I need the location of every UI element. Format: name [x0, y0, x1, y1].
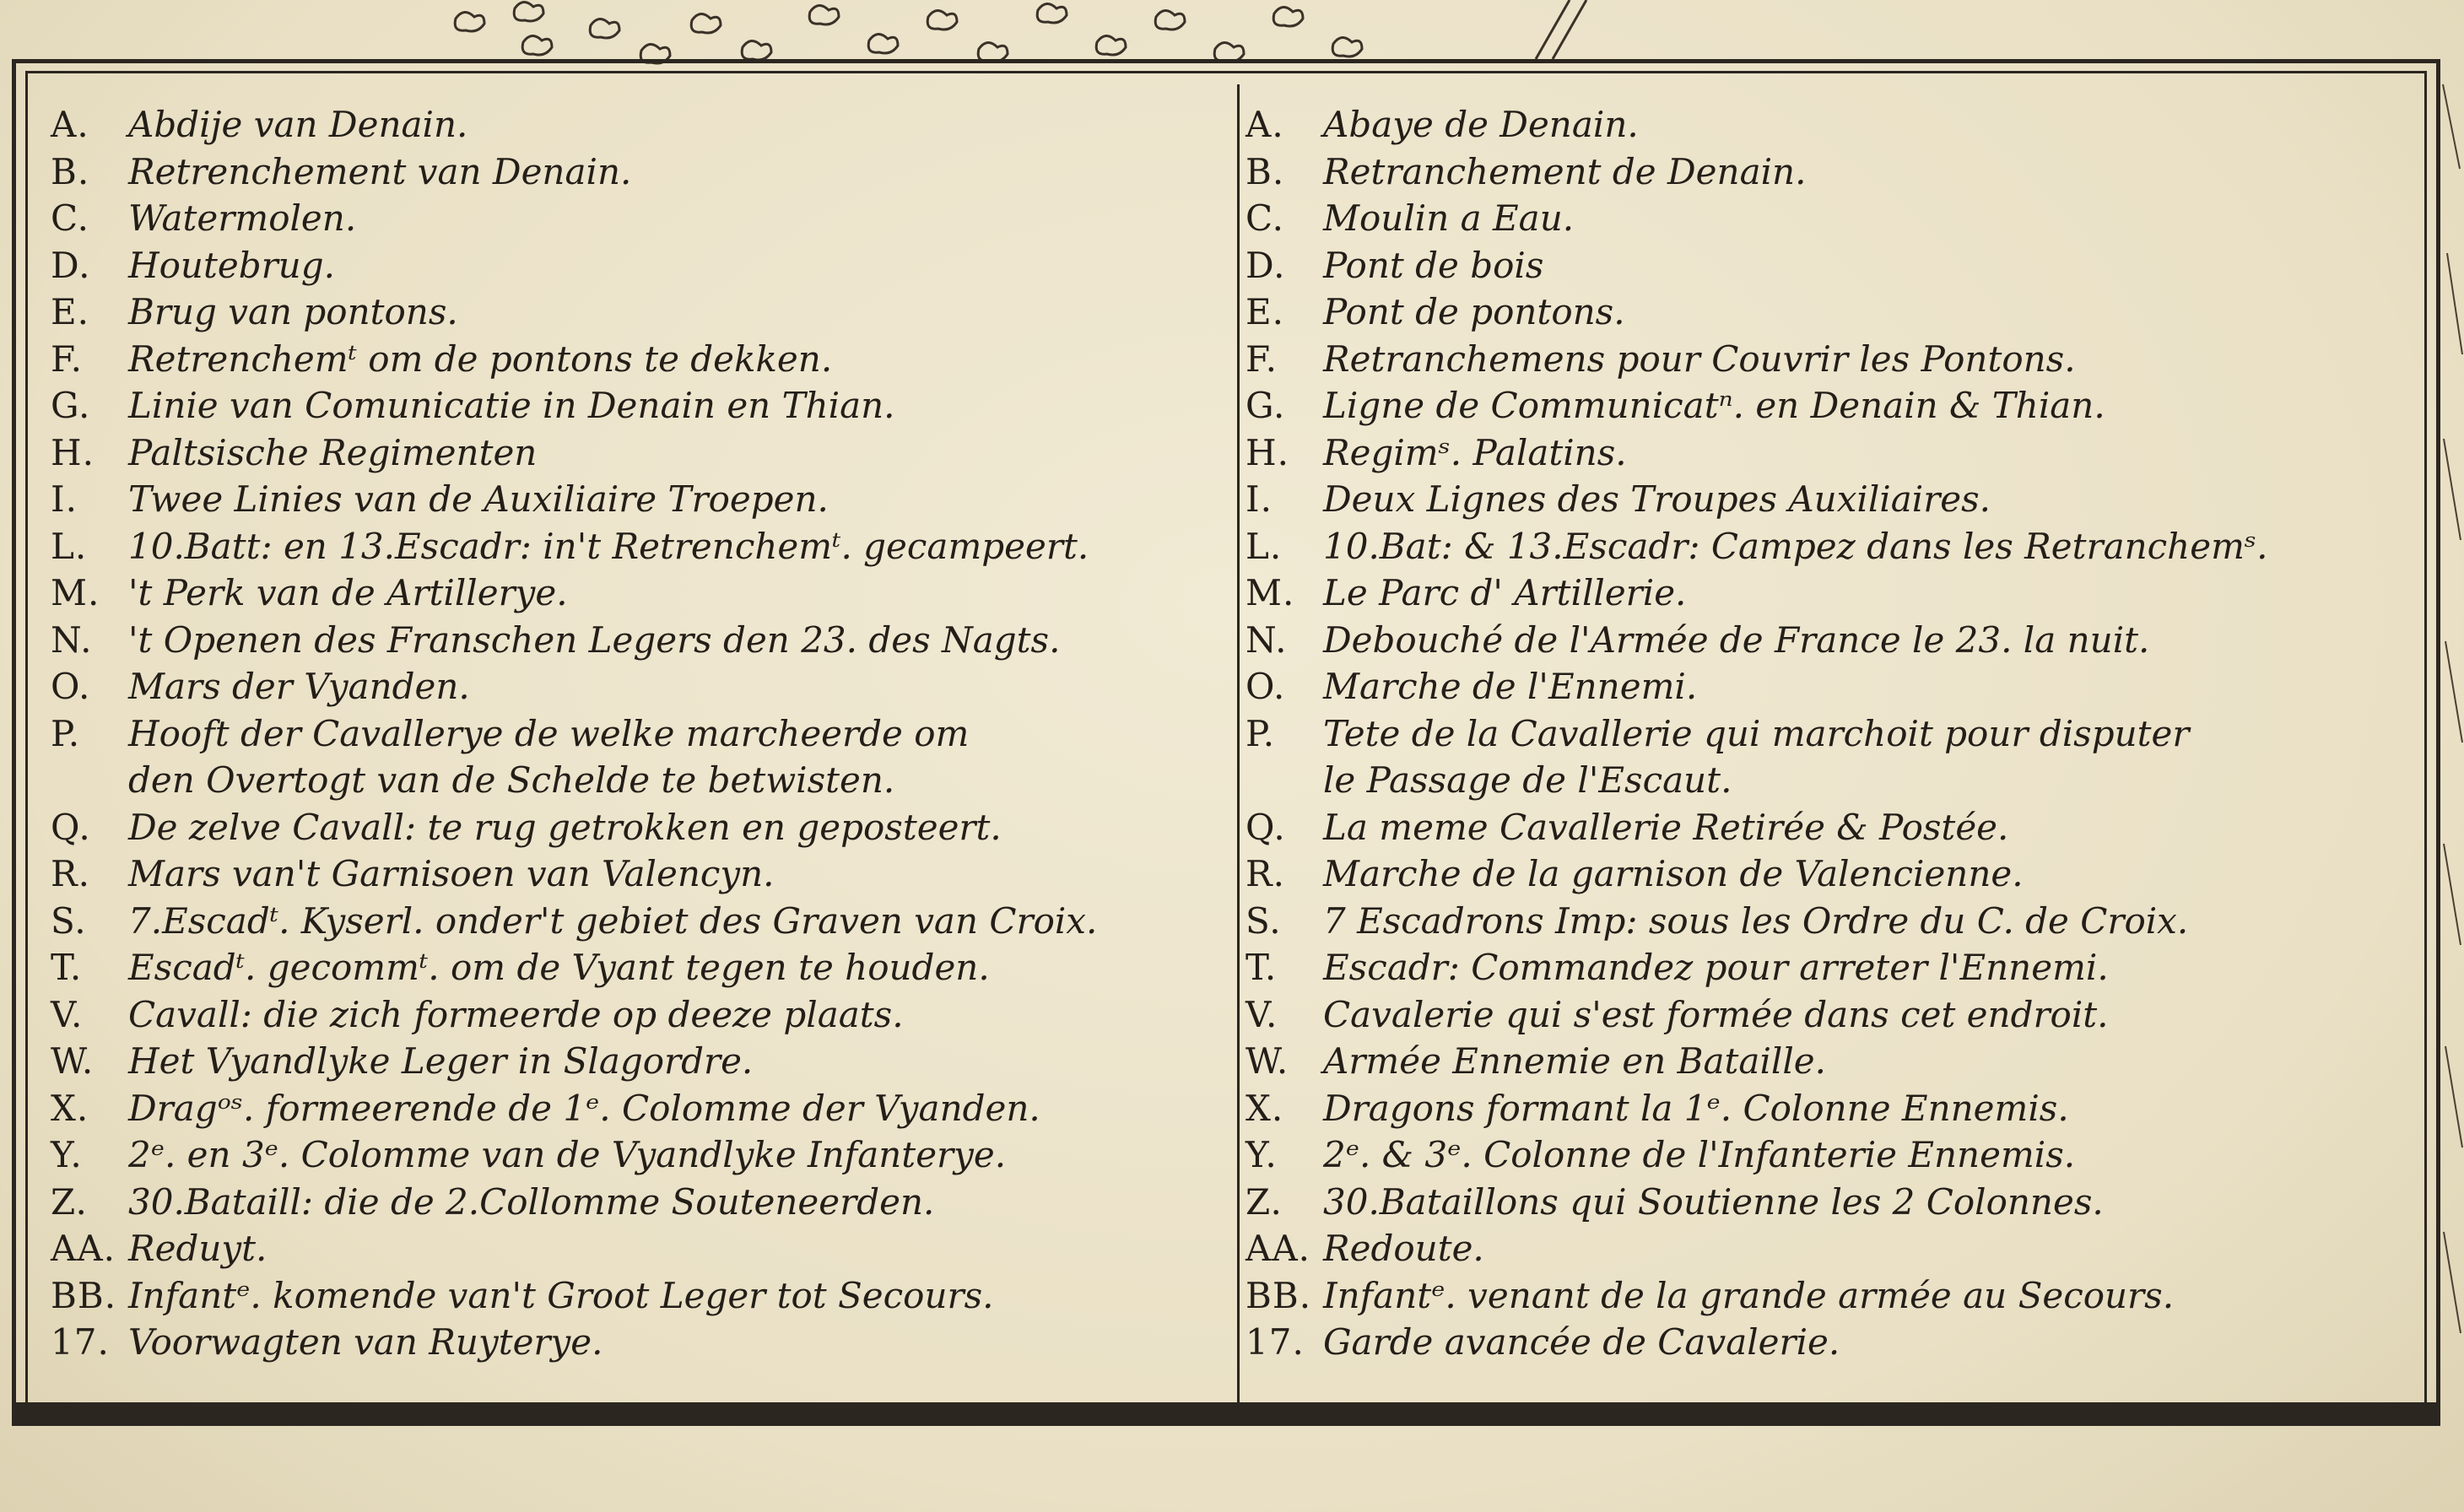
entry-text: Retranchement de Denain. [1323, 150, 1807, 192]
entry-text: Mars der Vyanden. [128, 666, 470, 707]
entry-text: Voorwagten van Ruyterye. [128, 1321, 603, 1363]
entry-key: C. [1246, 197, 1284, 239]
entry-key: F. [51, 338, 83, 380]
entry-text: Ligne de Communicatⁿ. en Denain & Thian. [1323, 385, 2105, 426]
entry-text: Garde avancée de Cavalerie. [1323, 1321, 1840, 1363]
entry-key: D. [51, 244, 91, 286]
entry-key: R. [51, 853, 90, 894]
legend-entry-l [51, 523, 1229, 570]
legend-entry-z [1246, 1179, 2427, 1226]
entry-text: Cavall: die zich formeerde op deeze plaats. [128, 993, 904, 1035]
entry-key: O. [51, 666, 91, 707]
entry-key: V. [51, 993, 84, 1035]
legend-bottom-border [12, 1402, 2440, 1424]
legend-entry-g [1246, 382, 2427, 429]
entry-text: Dragᵒˢ. formeerende de 1ᵉ. Colomme der Vyanden. [128, 1087, 1040, 1129]
entry-key: V. [1246, 993, 1278, 1035]
legend-entry-g [51, 382, 1229, 429]
entry-key: BB. [51, 1274, 117, 1316]
legend-entry-m [1246, 570, 2427, 617]
legend-entry-v [51, 991, 1229, 1039]
entry-key: E. [1246, 291, 1285, 332]
entry-text: Marche de l'Ennemi. [1323, 666, 1698, 707]
entry-text: 7.Escadᵗ. Kyserl. onder't gebiet des Graven van Croix. [128, 899, 1098, 942]
entry-key: P. [1246, 712, 1276, 754]
entry-text: Infantᵉ. venant de la grande armée au Secours. [1323, 1274, 2175, 1316]
legend-entry-bb [1246, 1272, 2427, 1320]
dutch-legend-column [51, 101, 1229, 1366]
legend-entry-y [51, 1131, 1229, 1179]
legend-entry-o [51, 663, 1229, 710]
legend-entry-a [1246, 101, 2427, 148]
entry-text: La meme Cavallerie Retirée & Postée. [1323, 806, 2009, 848]
legend-entry-f [51, 336, 1229, 383]
entry-key: 17. [51, 1321, 110, 1363]
entry-key: Z. [1246, 1180, 1283, 1223]
legend-entry-17 [1246, 1319, 2427, 1366]
entry-text: 30.Bataill: die de 2.Collomme Souteneerden. [128, 1180, 935, 1223]
entry-key: S. [1246, 899, 1282, 942]
legend-entry-s [1246, 898, 2427, 945]
entry-text: Reduyt. [128, 1228, 267, 1269]
legend-entry-d [1246, 242, 2427, 289]
entry-key: T. [1246, 947, 1278, 988]
entry-text: 2ᵉ. & 3ᵉ. Colonne de l'Infanterie Ennemis. [1323, 1134, 2076, 1175]
entry-text: Watermolen. [128, 197, 357, 239]
entry-key: AA. [1246, 1228, 1311, 1269]
legend-entry-w [51, 1038, 1229, 1085]
entry-key: O. [1246, 666, 1286, 707]
legend-entry-bb [51, 1272, 1229, 1320]
legend-entry-b [51, 148, 1229, 196]
legend-entry-t [51, 944, 1229, 991]
entry-key: N. [1246, 618, 1288, 661]
entry-text: Brug van pontons. [128, 291, 458, 332]
legend-entry-aa [1246, 1225, 2427, 1272]
entry-text: Regimˢ. Palatins. [1323, 431, 1627, 473]
entry-text: Escadr: Commandez pour arreter l'Ennemi. [1323, 947, 2109, 988]
entry-key: BB. [1246, 1274, 1312, 1316]
legend-entry-o [1246, 663, 2427, 710]
legend-entry-n [1246, 617, 2427, 664]
entry-text [128, 710, 1229, 804]
legend-entry-f [1246, 336, 2427, 383]
legend-entry-t [1246, 944, 2427, 991]
entry-text: Abdije van Denain. [128, 104, 468, 145]
legend-entry-i [51, 476, 1229, 523]
legend-entry-e [1246, 289, 2427, 336]
legend-entry-q [51, 804, 1229, 851]
entry-text-line-1: Tete de la Cavallerie qui marchoit pour disputer [1323, 712, 2190, 754]
legend-entry-i [1246, 476, 2427, 523]
entry-key: R. [1246, 853, 1285, 894]
entry-key: X. [1246, 1087, 1284, 1129]
entry-text: Marche de la garnison de Valencienne. [1323, 853, 2024, 894]
entry-key: W. [1246, 1040, 1289, 1082]
legend-entry-x [51, 1085, 1229, 1132]
entry-key: F. [1246, 338, 1278, 380]
entry-text: Armée Ennemie en Bataille. [1323, 1040, 1826, 1082]
legend-entry-p [51, 710, 1229, 804]
entry-text: 10.Bat: & 13.Escadr: Campez dans les Retranchemˢ. [1323, 525, 2268, 567]
entry-text: Pont de pontons. [1323, 291, 1625, 332]
entry-text: Mars van't Garnisoen van Valencyn. [128, 853, 775, 894]
entry-text: Escadᵗ. gecommᵗ. om de Vyant tegen te houden. [128, 947, 990, 988]
entry-key: D. [1246, 244, 1286, 286]
legend-entry-a [51, 101, 1229, 148]
entry-key: B. [51, 150, 90, 192]
legend-entry-w [1246, 1038, 2427, 1085]
entry-text: Deux Lignes des Troupes Auxiliaires. [1323, 478, 1991, 520]
entry-key: P. [51, 712, 81, 754]
entry-key: Y. [1246, 1134, 1278, 1175]
legend-entry-e [51, 289, 1229, 336]
entry-key: L. [1246, 525, 1283, 567]
entry-text: 't Perk van de Artillerye. [128, 572, 568, 613]
legend-entry-z [51, 1179, 1229, 1226]
entry-text: Le Parc d' Artillerie. [1323, 572, 1687, 613]
entry-key: M. [1246, 572, 1295, 613]
entry-key: B. [1246, 150, 1285, 192]
entry-key: Z. [51, 1180, 88, 1223]
entry-text: 't Openen des Franschen Legers den 23. des Nagts. [128, 618, 1061, 661]
entry-key: I. [51, 478, 78, 520]
legend-entry-d [51, 242, 1229, 289]
entry-key: X. [51, 1087, 89, 1129]
entry-text: Debouché de l'Armée de France le 23. la nuit. [1323, 618, 2150, 661]
legend-entry-h [51, 429, 1229, 477]
legend-entry-l [1246, 523, 2427, 570]
entry-text: Moulin a Eau. [1323, 197, 1575, 239]
legend-entry-s [51, 898, 1229, 945]
entry-key: 17. [1246, 1321, 1305, 1363]
legend-entry-q [1246, 804, 2427, 851]
entry-text: 2ᵉ. en 3ᵉ. Colomme van de Vyandlyke Infanterye. [128, 1134, 1007, 1175]
entry-key: A. [1246, 104, 1284, 145]
entry-text: 30.Bataillons qui Soutienne les 2 Colonnes. [1323, 1180, 2104, 1223]
entry-key: T. [51, 947, 83, 988]
entry-text: Het Vyandlyke Leger in Slagordre. [128, 1040, 754, 1082]
entry-key: S. [51, 899, 87, 942]
entry-text: Linie van Comunicatie in Denain en Thian. [128, 385, 895, 426]
legend-entry-h [1246, 429, 2427, 477]
legend-entry-p [1246, 710, 2427, 804]
legend-entry-v [1246, 991, 2427, 1039]
entry-key: Q. [51, 806, 91, 848]
legend-entry-r [1246, 850, 2427, 898]
entry-text-line-2: le Passage de l'Escaut. [1323, 759, 1732, 801]
legend-entry-aa [51, 1225, 1229, 1272]
column-divider [1237, 84, 1240, 1402]
entry-key: M. [51, 572, 100, 613]
entry-text-line-1: Hooft der Cavallerye de welke marcheerde om [128, 712, 970, 754]
entry-text: 7 Escadrons Imp: sous les Ordre du C. de Croix. [1323, 899, 2189, 942]
entry-text-line-2: den Overtogt van de Schelde te betwisten. [128, 759, 895, 801]
entry-text: Redoute. [1323, 1228, 1484, 1269]
entry-key: C. [51, 197, 89, 239]
legend-entry-c [1246, 195, 2427, 242]
entry-text: Retrenchement van Denain. [128, 150, 632, 192]
entry-key: Q. [1246, 806, 1286, 848]
entry-text: Cavalerie qui s'est formée dans cet endroit. [1323, 993, 2109, 1035]
entry-text: Abaye de Denain. [1323, 104, 1639, 145]
french-legend-column [1246, 101, 2427, 1366]
entry-key: Y. [51, 1134, 83, 1175]
entry-text: Houtebrug. [128, 244, 335, 286]
entry-key: H. [51, 431, 95, 473]
entry-key: A. [51, 104, 89, 145]
legend-entry-m [51, 570, 1229, 617]
legend-entry-r [51, 850, 1229, 898]
entry-text: Dragons formant la 1ᵉ. Colonne Ennemis. [1323, 1087, 2069, 1129]
entry-text: Retrenchemᵗ om de pontons te dekken. [128, 338, 833, 380]
legend-entry-c [51, 195, 1229, 242]
legend-entry-n [51, 617, 1229, 664]
entry-key: G. [1246, 385, 1286, 426]
entry-text: 10.Batt: en 13.Escadr: in't Retrenchemᵗ. gecampeert. [128, 525, 1089, 567]
entry-key: L. [51, 525, 88, 567]
entry-text: Paltsische Regimenten [128, 431, 538, 473]
legend-entry-x [1246, 1085, 2427, 1132]
entry-text: De zelve Cavall: te rug getrokken en geposteert. [128, 806, 1002, 848]
entry-key: G. [51, 385, 91, 426]
entry-text: Twee Linies van de Auxiliaire Troepen. [128, 478, 829, 520]
entry-text: Pont de bois [1323, 244, 1544, 286]
entry-key: E. [51, 291, 90, 332]
entry-key: H. [1246, 431, 1289, 473]
entry-key: W. [51, 1040, 95, 1082]
entry-key: I. [1246, 478, 1273, 520]
legend-entry-b [1246, 148, 2427, 196]
entry-text: Retranchemens pour Couvrir les Pontons. [1323, 338, 2076, 380]
entry-text [1323, 710, 2427, 804]
entry-key: AA. [51, 1228, 116, 1269]
legend-entry-y [1246, 1131, 2427, 1179]
entry-text: Infantᵉ. komende van't Groot Leger tot Secours. [128, 1274, 994, 1316]
legend-entry-17 [51, 1319, 1229, 1366]
entry-key: N. [51, 618, 93, 661]
